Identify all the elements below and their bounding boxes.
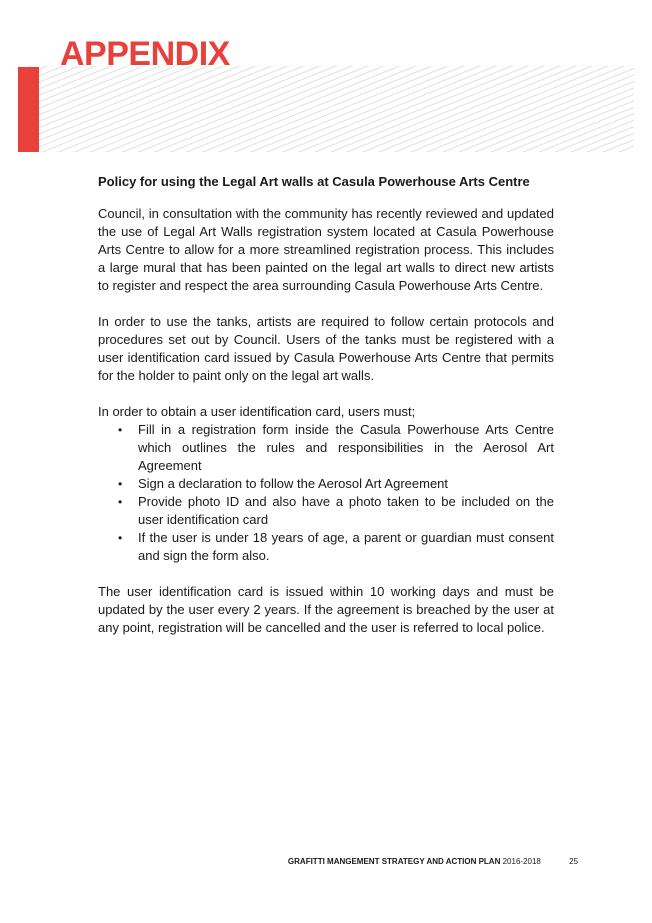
requirements-list (98, 421, 554, 565)
bullet-icon: • (118, 477, 123, 491)
page-number: 25 (569, 857, 578, 866)
bullet-icon: • (118, 423, 123, 437)
list-item (118, 493, 554, 529)
list-item-text: Fill in a registration form inside the Casula Powerhouse Arts Centre which outlines the rules and responsibilities in the Aerosol Art Agreement (138, 422, 554, 473)
list-item-text: Provide photo ID and also have a photo taken to be included on the user identification card (138, 494, 554, 527)
policy-section (98, 173, 554, 655)
policy-paragraph-3: The user identification card is issued within 10 working days and must be updated by the user every 2 years. If the agreement is breached by the user at any point, registration will be cancelled and the user is referred to local police. (98, 584, 554, 635)
footer-document-title: GRAFITTI MANGEMENT STRATEGY AND ACTION PLAN (287, 857, 501, 866)
list-item (118, 421, 554, 475)
page-footer (0, 857, 578, 866)
bullet-icon: • (118, 531, 123, 545)
policy-paragraph-2: In order to use the tanks, artists are required to follow certain protocols and procedures set out by Council. Users of the tanks must be registered with a user identification card issued by Casula Powerhouse Arts Centre that permits for the holder to paint only on the legal art walls. (98, 314, 554, 383)
policy-paragraph-1: Council, in consultation with the community has recently reviewed and updated the use of Legal Art Walls registration system located at Casula Powerhouse Arts Centre to allow for a more streamlined registration process. This includes a large mural that has been painted on the legal art walls to direct new artists to register and respect the area surrounding Casula Powerhouse Arts Centre. (98, 206, 554, 293)
page-title: APPENDIX (60, 35, 230, 73)
list-intro: In order to obtain a user identification card, users must; (98, 404, 416, 419)
footer-years: 2016-2018 (502, 857, 541, 866)
list-item (118, 529, 554, 565)
list-item-text: If the user is under 18 years of age, a parent or guardian must consent and sign the form also. (138, 530, 554, 563)
bullet-icon: • (118, 495, 123, 509)
list-item (118, 475, 554, 493)
header-accent-bar (18, 67, 39, 152)
policy-heading: Policy for using the Legal Art walls at Casula Powerhouse Arts Centre (98, 174, 530, 189)
header-banner-pattern (18, 66, 634, 152)
list-item-text: Sign a declaration to follow the Aerosol Art Agreement (138, 476, 449, 491)
